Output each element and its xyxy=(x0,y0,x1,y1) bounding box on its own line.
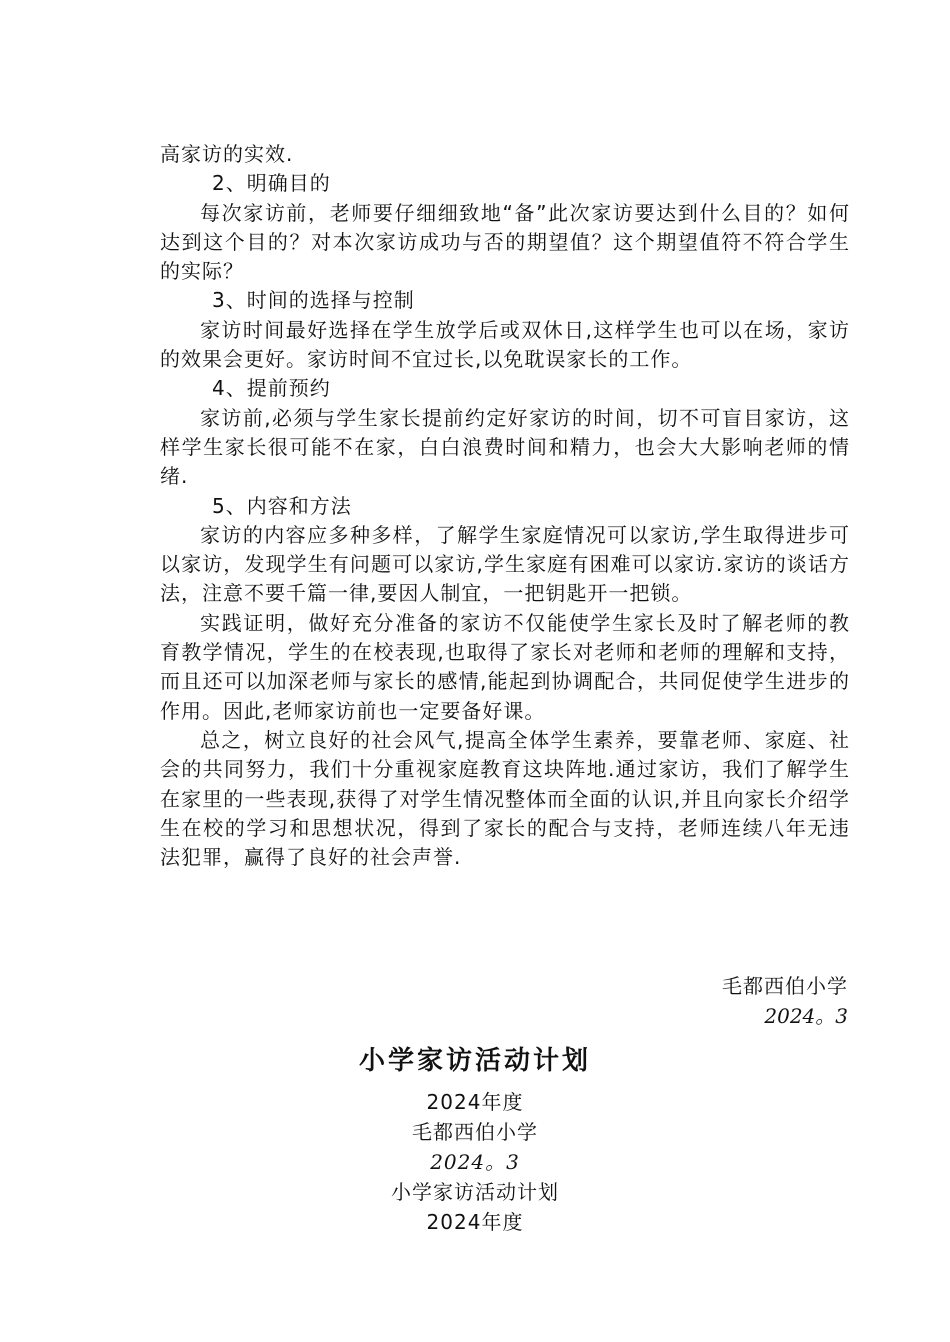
paragraph-content-method: 家访的内容应多种多样，了解学生家庭情况可以家访,学生取得进步可以家访，发现学生有问题可以家访,学生家庭有困难可以家访.家访的谈话方法，注意不要千篇一律,要因人制宜，一把钥匙开一把锁。 xyxy=(160,522,850,606)
paragraph-appointment: 家访前,必须与学生家长提前约定好家访的时间，切不可盲目家访，这样学生家长很可能不在家，白白浪费时间和精力，也会大大影响老师的情绪. xyxy=(160,405,850,489)
plan-date: 2024。3 xyxy=(430,1150,520,1174)
section-heading-purpose: 2、明确目的 xyxy=(212,171,331,196)
paragraph-timing: 家访时间最好选择在学生放学后或双休日,这样学生也可以在场，家访的效果会更好。家访时间不宜过长,以免耽误家长的工作。 xyxy=(160,317,850,372)
paragraph-purpose: 每次家访前，老师要仔细细致地“备”此次家访要达到什么目的？如何达到这个目的？对本次家访成功与否的期望值？这个期望值符不符合学生的实际？ xyxy=(160,200,850,284)
plan-title: 小学家访活动计划 xyxy=(358,1046,591,1076)
signature-date: 2024。3 xyxy=(764,1004,848,1028)
plan-org: 毛都西伯小学 xyxy=(412,1120,538,1144)
section-heading-appointment: 4、提前预约 xyxy=(212,376,331,401)
paragraph-continuation: 高家访的实效. xyxy=(160,142,294,166)
plan-year-label-repeat: 2024年度 xyxy=(426,1210,524,1234)
signature-org: 毛都西伯小学 xyxy=(722,974,848,998)
section-heading-content-method: 5、内容和方法 xyxy=(212,493,352,518)
section-heading-timing: 3、时间的选择与控制 xyxy=(212,288,415,313)
plan-title-repeat: 小学家访活动计划 xyxy=(391,1180,559,1204)
body-text xyxy=(160,140,850,872)
paragraph-practice: 实践证明，做好充分准备的家访不仅能使学生家长及时了解老师的教育教学情况，学生的在校表现,也取得了家长对老师和老师的理解和支持，而且还可以加深老师与家长的感情,能起到协调配合，共同促使学生进步的作用。因此,老师家访前也一定要备好课。 xyxy=(160,610,850,723)
plan-year-label: 2024年度 xyxy=(426,1090,524,1114)
paragraph-conclusion: 总之，树立良好的社会风气,提高全体学生素养，要靠老师、家庭、社会的共同努力，我们十分重视家庭教育这块阵地.通过家访，我们了解学生在家里的一些表现,获得了对学生情况整体而全面的认识,并且向家长介绍学生在校的学习和思想状况，得到了家长的配合与支持，老师连续八年无违法犯罪，赢得了良好的社会声誉. xyxy=(160,727,850,870)
